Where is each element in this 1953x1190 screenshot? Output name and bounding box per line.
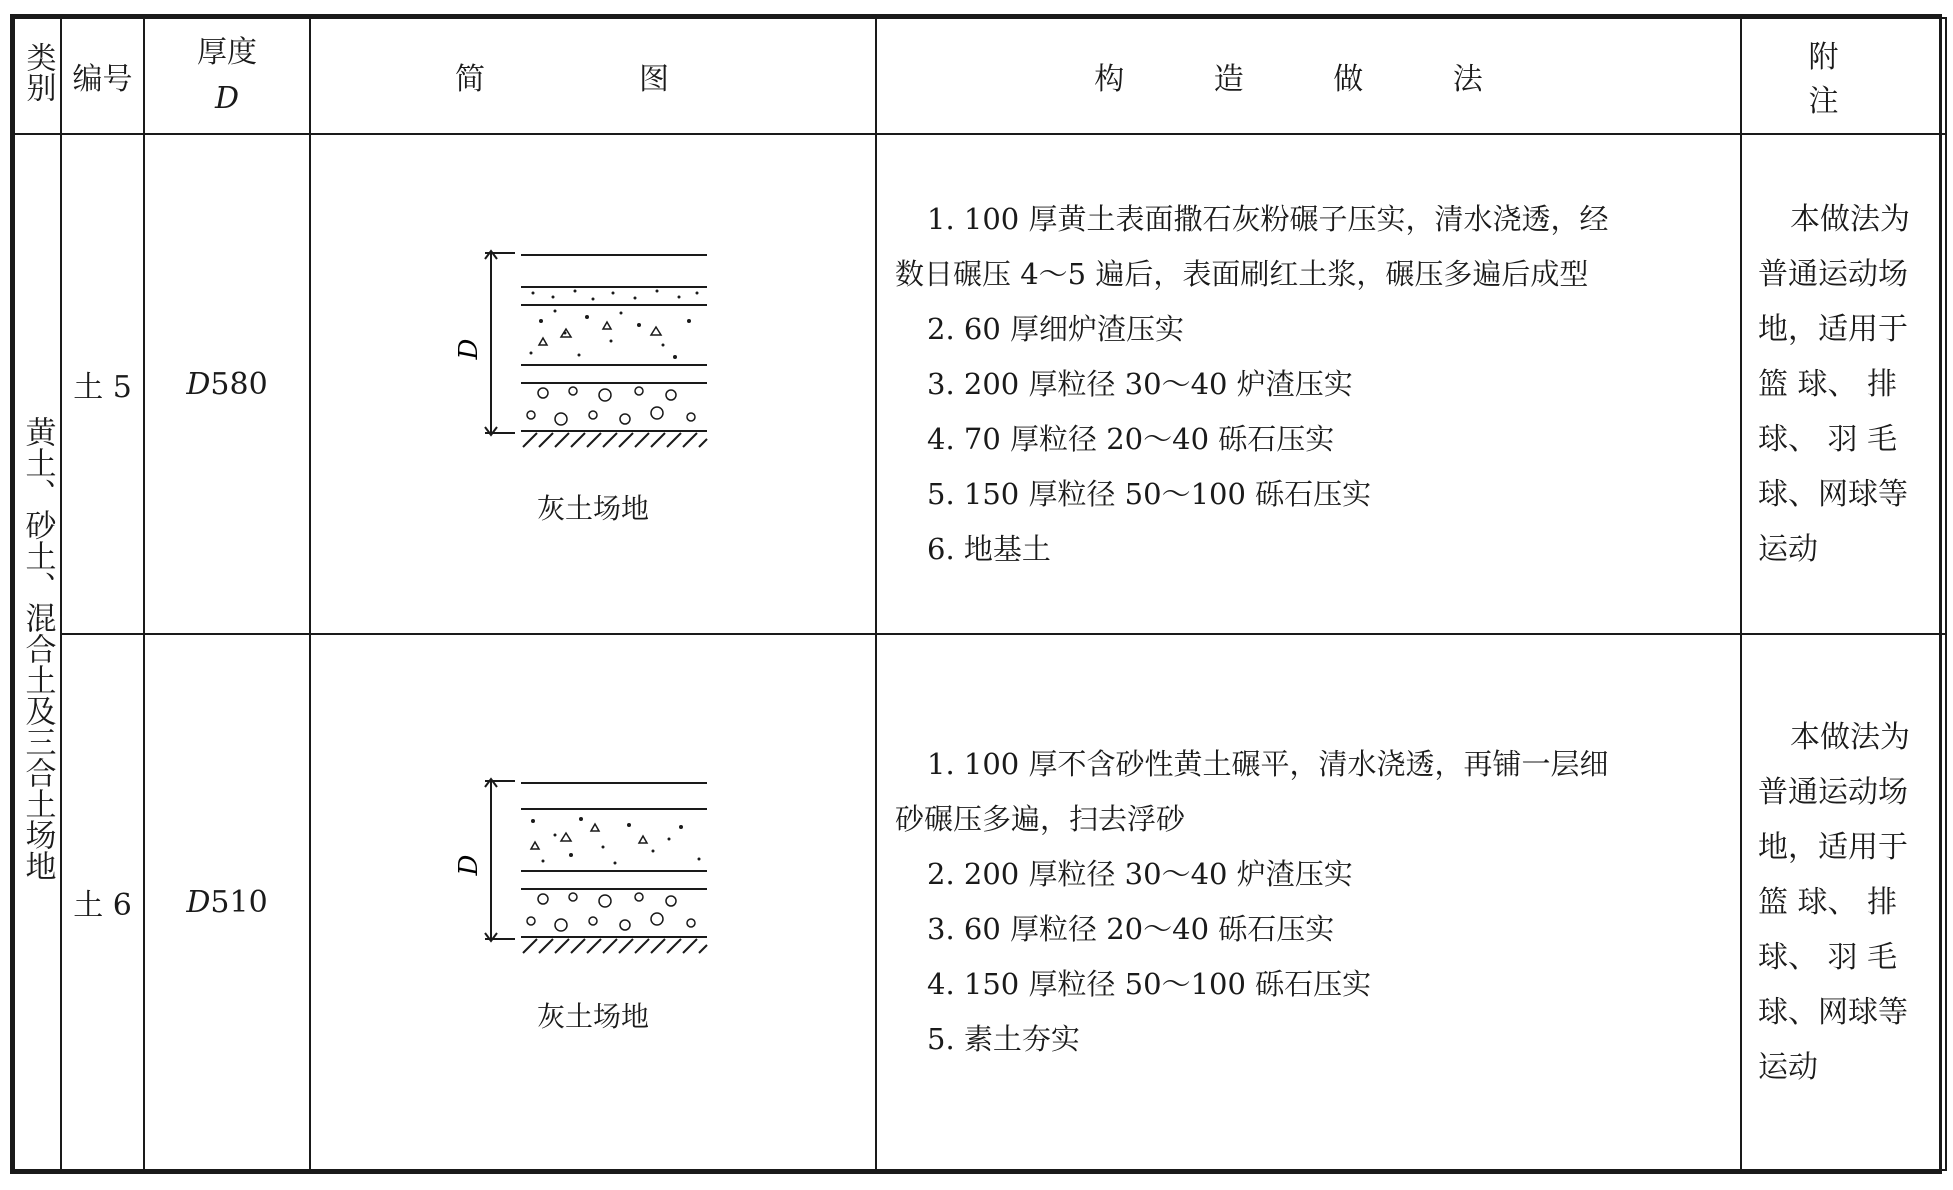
header-method: 构 造 做 法	[876, 18, 1741, 134]
row-diagram	[310, 134, 876, 634]
header-diagram: 简 图	[310, 18, 876, 134]
header-row	[14, 18, 1946, 134]
row-thickness: D580	[144, 134, 310, 634]
method-cell: 1. 100 厚黄土表面撒石灰粉碾子压实，清水浇透，经 数日碾压 4～5 遍后，表面刷红土浆，碾压多遍后成型 2. 60 厚细炉渣压实 3. 200 厚粒径 30～40 炉渣压实 4. 70 厚粒径 20～40 砾石压实 5. 150 厚粒径 50～100 砾石压实 6. 地基土	[876, 134, 1741, 634]
note-cell: 本做法为 普通运动场 地，适用于 篮 球、 排 球、 羽 毛 球、网球等 运动	[1741, 634, 1946, 1170]
row-diagram	[310, 634, 876, 1170]
diagram-caption: 灰土场地	[536, 492, 649, 525]
note-cell: 本做法为 普通运动场 地，适用于 篮 球、 排 球、 羽 毛 球、网球等 运动	[1741, 134, 1946, 634]
diagram-caption: 灰土场地	[536, 1000, 649, 1033]
dimension-label: D	[454, 854, 484, 876]
header-number: 编号	[61, 18, 144, 134]
row-number: 土 6	[61, 634, 144, 1170]
header-category: 类别	[14, 18, 61, 134]
construction-table-sheet	[10, 14, 1949, 1174]
category-cell: 黄土、砂土、混合土及三合土场地	[14, 134, 61, 1170]
table-row	[14, 134, 1946, 634]
header-thickness: 厚度 D	[144, 18, 310, 134]
layer-section-diagram	[443, 769, 743, 989]
row-number: 土 5	[61, 134, 144, 634]
header-note: 附 注	[1741, 18, 1946, 134]
row-thickness: D510	[144, 634, 310, 1170]
layer-section-diagram	[443, 241, 743, 481]
method-cell: 1. 100 厚不含砂性黄土碾平，清水浇透，再铺一层细 砂碾压多遍，扫去浮砂 2. 200 厚粒径 30～40 炉渣压实 3. 60 厚粒径 20～40 砾石压实 4. 150 厚粒径 50～100 砾石压实 5. 素土夯实	[876, 634, 1741, 1170]
construction-table	[13, 17, 1947, 1171]
dimension-label: D	[454, 338, 484, 360]
table-row	[14, 634, 1946, 1170]
